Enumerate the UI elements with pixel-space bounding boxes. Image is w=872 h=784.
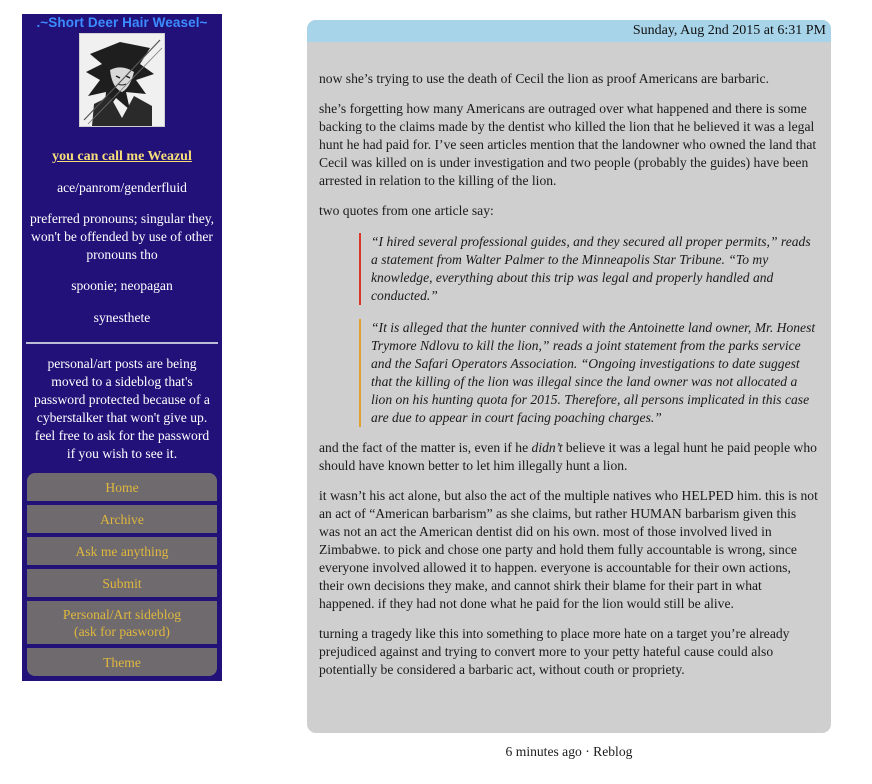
spoonie-info: spoonie; neopagan [71, 278, 173, 293]
synesthete-info: synesthete [93, 310, 151, 325]
blockquote-palmer: “I hired several professional guides, and they secured all proper permits,” reads a statement from Walter Palmer to the Minneapolis Star Tribune. “To my knowledge, everything about this trip was legal and properly handled and conducted.” [359, 233, 819, 305]
post-body [307, 42, 831, 679]
nickname-link[interactable]: you can call me Weazul [52, 149, 192, 164]
post-paragraph [319, 439, 819, 475]
post-paragraph: turning a tragedy like this into something to place more hate on a target you’re already prejudiced against and trying to convert more to your petty hateful cause could also potentially be considered a barbaric act, without couth or propriety. [319, 626, 790, 677]
sidebar-nav [22, 473, 222, 676]
text-run: and the fact of the matter is, even if he [319, 440, 532, 455]
nav-archive-button[interactable]: Archive [27, 505, 217, 533]
nav-home-button[interactable]: Home [27, 473, 217, 501]
post-footer [307, 744, 831, 760]
post [307, 20, 831, 733]
post-paragraph: she’s forgetting how many Americans are outraged over what happened and there is some backing to the claims made by the dentist who killed the lion that he believed it was a legal hunt he had paid for. I’ve seen articles mention that the landowner who owned the land that Cecil was killed on is under investigation and two people (probably the guides) have been arrested in relation to the killing of the lion. [319, 101, 817, 188]
reblog-link[interactable]: Reblog [593, 744, 633, 759]
pronouns-info: preferred pronouns; singular they, won't be offended by use of other pronouns tho [29, 211, 215, 262]
avatar [79, 33, 165, 127]
avatar-illustration [80, 34, 164, 126]
post-paragraph: now she’s trying to use the death of Cecil the lion as proof Americans are barbaric. [319, 71, 769, 86]
post-time-link[interactable]: 6 minutes ago [505, 744, 582, 759]
sidebar-divider [26, 342, 218, 344]
sideblog-label: Personal/Art sideblog [62, 607, 182, 622]
nav-submit-button[interactable]: Submit [27, 569, 217, 597]
blockquote-parks-service: “It is alleged that the hunter connived with the Antoinette land owner, Mr. Honest Trymore Ndlovu to kill the lion,” reads a joint statement from the parks service and the Safari Operators Association. “Ongoing investigations to date suggest that the killing of the lion was illegal since the land owner was not allocated a lion on his hunting quota for 2015. Therefore, all persons implicated in this case are due to appear in court facing poaching charges.” [359, 319, 819, 427]
post-date[interactable]: Sunday, Aug 2nd 2015 at 6:31 PM [307, 20, 831, 42]
nav-sideblog-button[interactable] [27, 601, 217, 644]
blog-title[interactable]: .~Short Deer Hair Weasel~ [36, 15, 208, 30]
text-run: believe it was a legal hunt he paid people who should have known better to let him illegally hunt a lion. [319, 440, 817, 473]
sidebar [22, 14, 222, 681]
post-paragraph: it wasn’t his act alone, but also the act of the multiple natives who HELPED him. this is not an act of “American barbarism” as she claims, but rather HUMAN barbarism given this was not an act the American dentist did on his own. most of those involved lived in Zimbabwe. to pick and chose one party and hold them fully accountable is wrong, since everyone involved allowed it to happen. everyone is accountable for their own actions, their own decisions they make, and cannot shirk their blame for their part in what happened. if they had not done what he paid for the lion would still be alive. [319, 488, 818, 611]
emphasis-text: didn’t [531, 440, 563, 455]
footer-separator: · [581, 744, 594, 759]
post-paragraph: two quotes from one article say: [319, 203, 494, 218]
nav-theme-button[interactable]: Theme [27, 648, 217, 676]
identity-info: ace/panrom/genderfluid [57, 180, 187, 195]
sideblog-notice: personal/art posts are being moved to a sideblog that's password protected because of a cyberstalker that won't give up. feel free to ask for the password if you wish to see it. [34, 356, 210, 461]
sideblog-sublabel: (ask for pasword) [74, 624, 170, 639]
nav-ask-button[interactable]: Ask me anything [27, 537, 217, 565]
